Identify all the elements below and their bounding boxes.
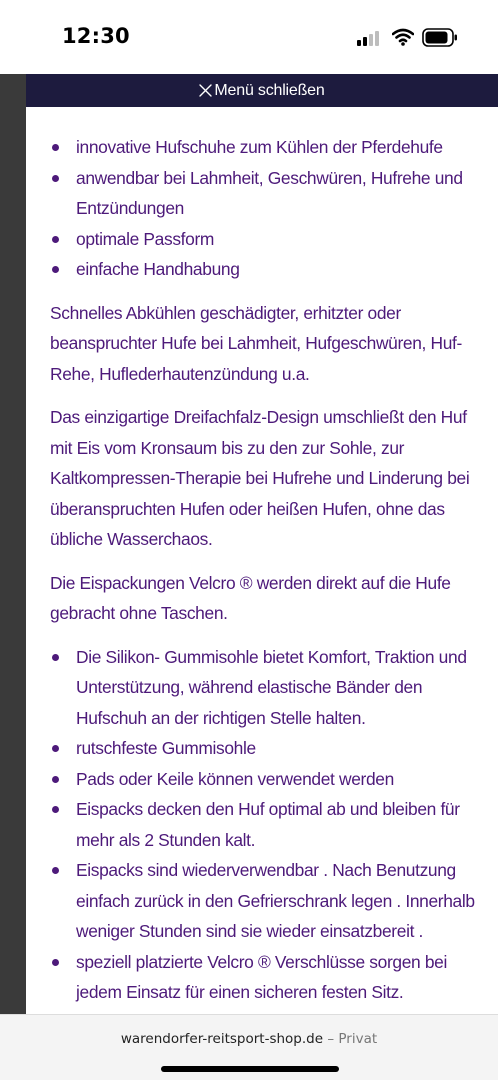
menu-panel bbox=[26, 74, 498, 1014]
product-description bbox=[50, 132, 475, 1008]
url-display[interactable] bbox=[0, 1031, 498, 1047]
list-item: Eispacks decken den Huf optimal ab und bleiben für mehr als 2 Stunden kalt. bbox=[50, 794, 475, 855]
close-icon bbox=[199, 84, 212, 97]
bullet-icon bbox=[52, 776, 59, 783]
site-domain: warendorfer-reitsport-shop.de bbox=[120, 1031, 324, 1047]
list-item: rutschfeste Gummisohle bbox=[50, 733, 475, 764]
bullet-icon bbox=[52, 266, 59, 273]
bullet-icon bbox=[52, 236, 59, 243]
list-item: speziell platzierte Velcro ® Verschlüsse sorgen bei jedem Einsatz für einen sicheren festen Sitz. bbox=[50, 947, 475, 1008]
description-paragraph: Schnelles Abkühlen geschädigter, erhitzter oder beanspruchter Hufe bei Lahmheit, Hufgeschwüren, Huf-Rehe, Huflederhautenzündung u.a. bbox=[50, 302, 462, 384]
list-item: einfache Handhabung bbox=[50, 254, 475, 285]
list-item: anwendbar bei Lahmheit, Geschwüren, Hufrehe und Entzündungen bbox=[50, 163, 475, 224]
list-item: Die Silikon- Gummisohle bietet Komfort, Traktion und Unterstützung, während elastische Bänder den Hufschuh an der richtigen Stelle halten. bbox=[50, 642, 475, 734]
description-paragraph: Das einzigartige Dreifachfalz-Design umschließt den Huf mit Eis vom Kronsaum bis zu den zur Sohle, zur Kaltkompressen-Therapie bei Hufrehe und Linderung bei überanspruchten Hufen oder heißen Hufen, ohne das übliche Wasserchaos. bbox=[50, 407, 470, 549]
home-indicator[interactable] bbox=[161, 1066, 339, 1072]
browser-address-bar[interactable] bbox=[0, 1014, 498, 1080]
wifi-icon bbox=[392, 28, 414, 46]
bullet-icon bbox=[52, 867, 59, 874]
list-item: innovative Hufschuhe zum Kühlen der Pferdehufe bbox=[50, 132, 475, 163]
description-paragraph: Die Eispackungen Velcro ® werden direkt auf die Hufe gebracht ohne Taschen. bbox=[50, 572, 451, 623]
bullet-icon bbox=[52, 745, 59, 752]
cellular-signal-icon bbox=[357, 30, 381, 46]
bullet-icon bbox=[52, 806, 59, 813]
close-menu-label: Menü schließen bbox=[214, 81, 325, 99]
private-mode-label: – Privat bbox=[327, 1031, 378, 1047]
detail-list bbox=[50, 642, 475, 1008]
list-item: Eispacks sind wiederverwendbar . Nach Benutzung einfach zurück in den Gefrierschrank legen . Innerhalb weniger Stunden sind sie wieder einsatzbereit . bbox=[50, 855, 475, 947]
bullet-icon bbox=[52, 144, 59, 151]
bullet-icon bbox=[52, 175, 59, 182]
close-menu-button[interactable] bbox=[26, 74, 498, 107]
list-item: optimale Passform bbox=[50, 224, 475, 255]
status-bar bbox=[0, 0, 498, 74]
list-item: Pads oder Keile können verwendet werden bbox=[50, 764, 475, 795]
battery-icon bbox=[422, 28, 458, 47]
feature-list bbox=[50, 132, 475, 285]
bullet-icon bbox=[52, 654, 59, 661]
status-time: 12:30 bbox=[62, 24, 130, 48]
bullet-icon bbox=[52, 959, 59, 966]
